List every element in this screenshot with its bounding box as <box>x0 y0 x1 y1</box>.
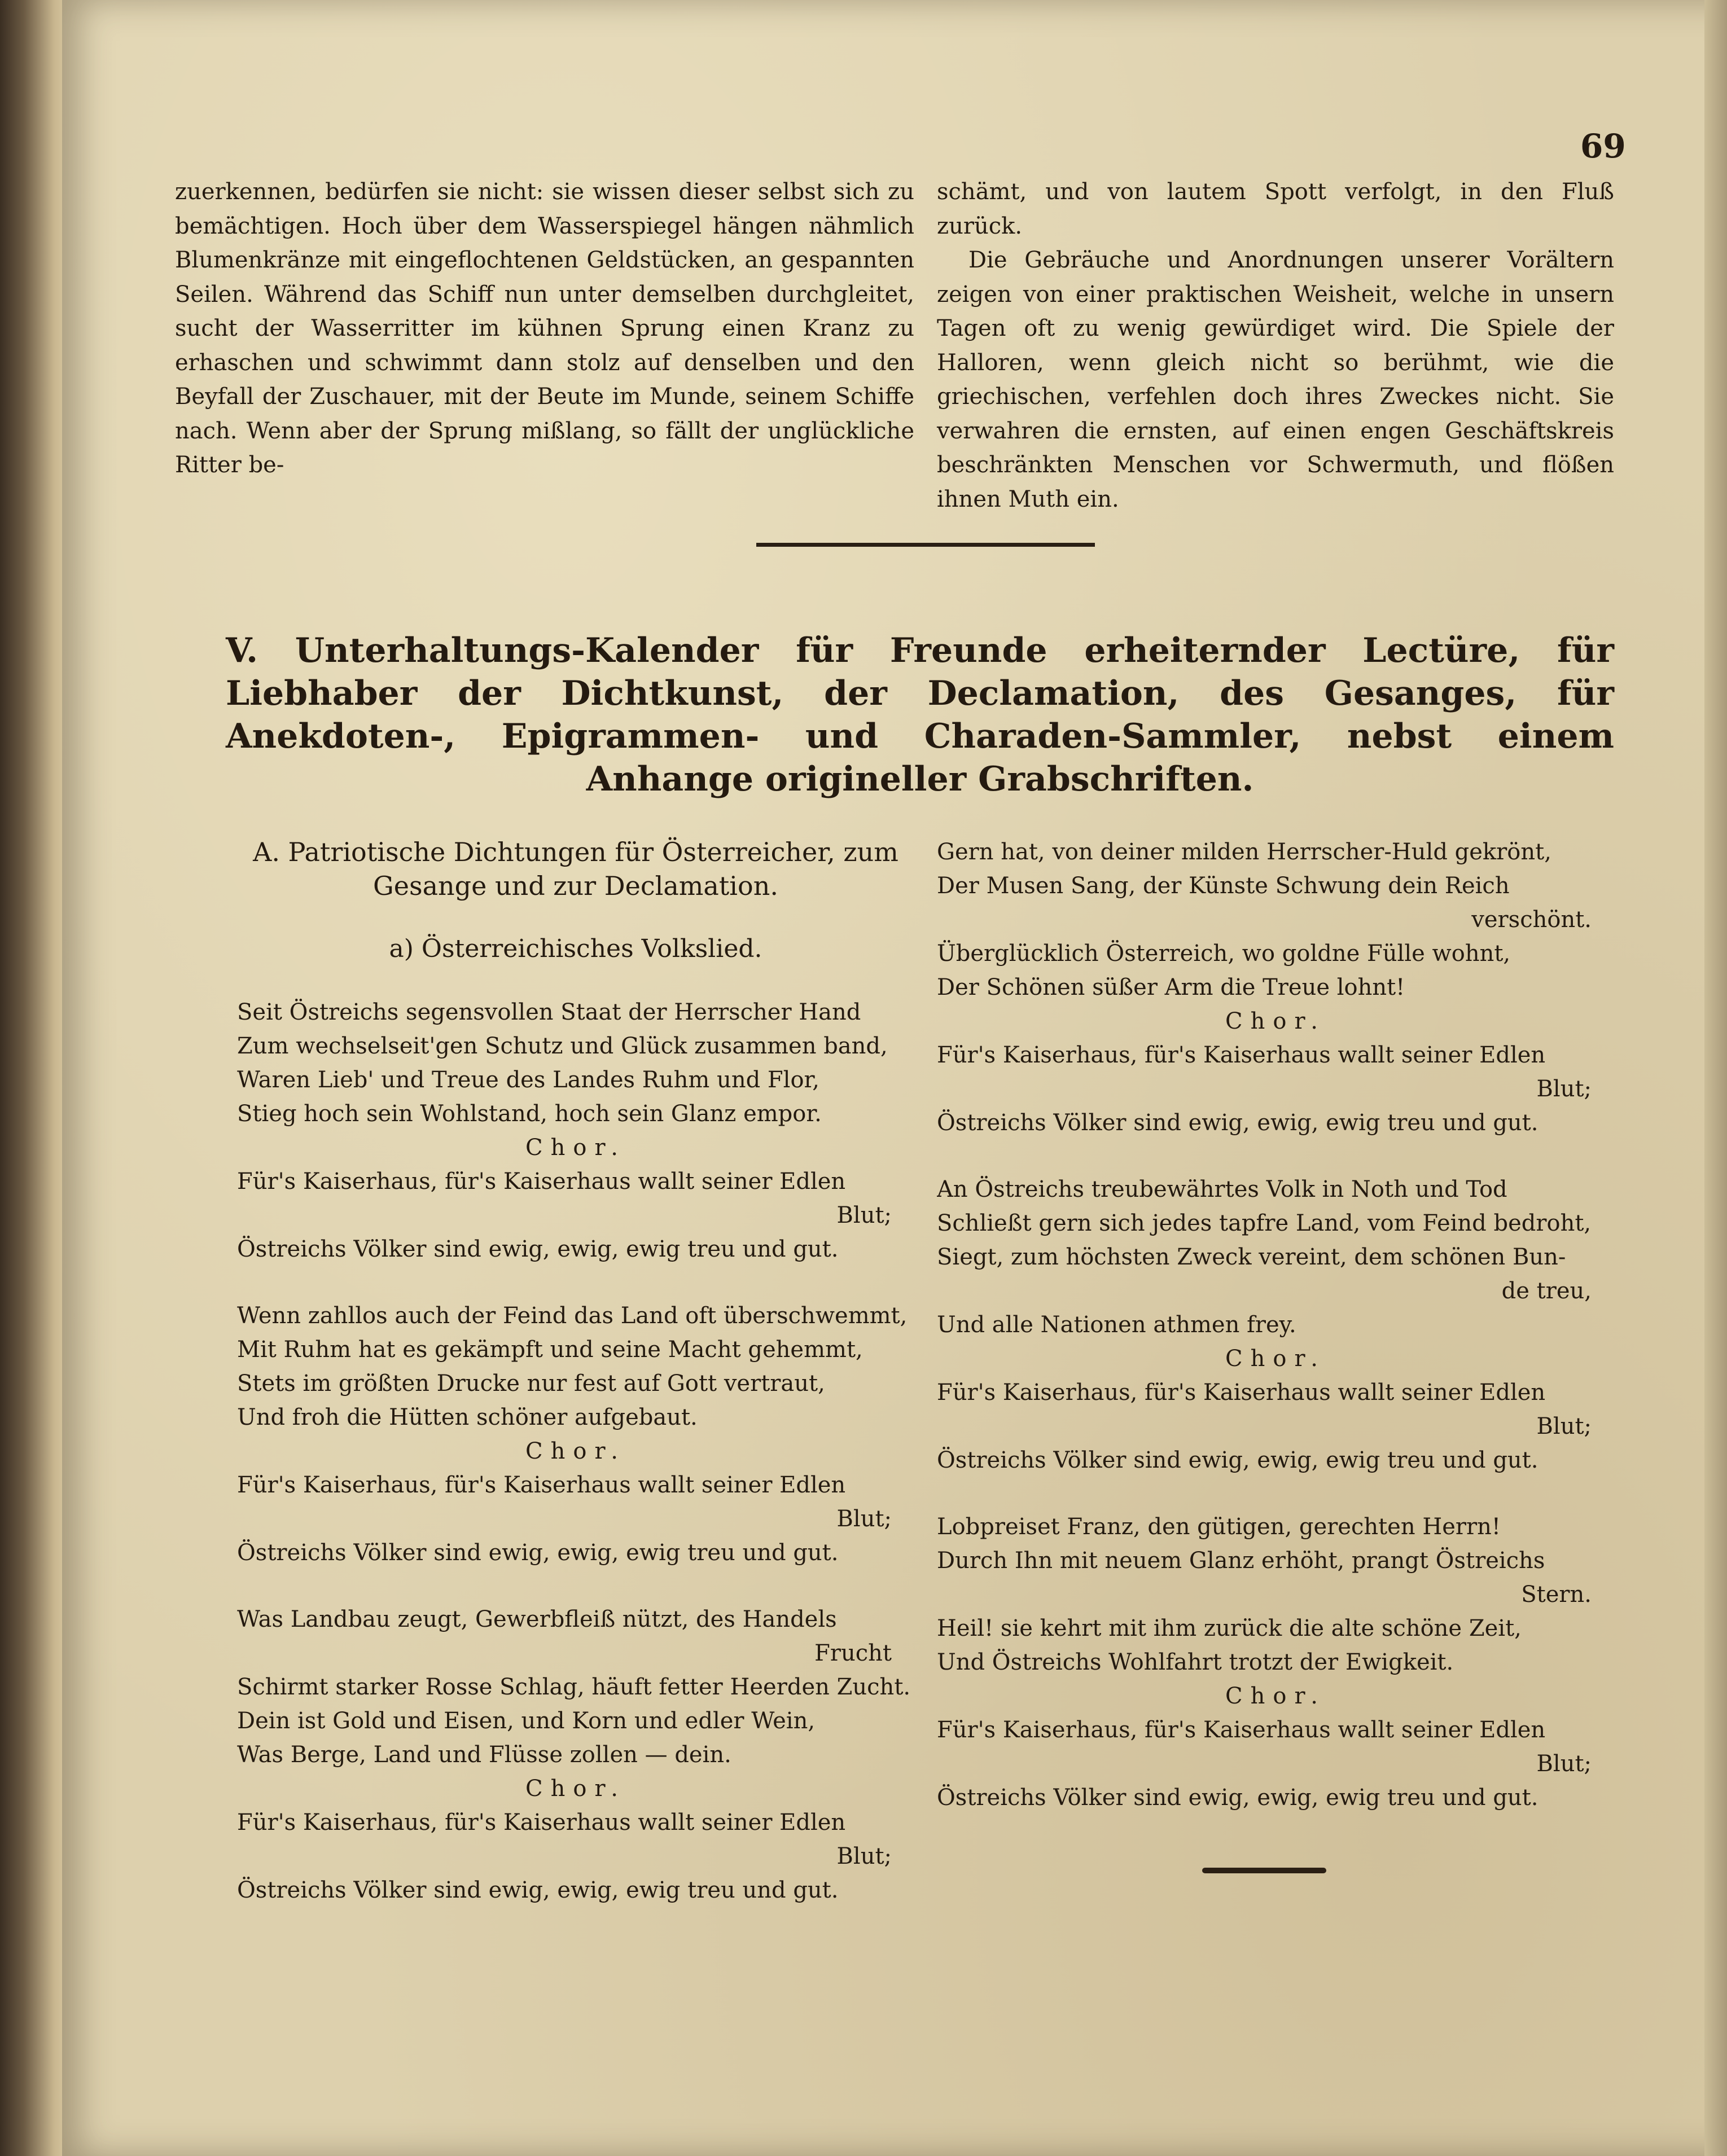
verse-line: Gern hat, von deiner milden Herrscher-Huld gekrönt, <box>937 839 1551 865</box>
sub-heading: A. Patriotische Dichtungen für Österreicher, zum Gesange und zur Declamation. <box>253 837 898 901</box>
chorus-line: Östreichs Völker sind ewig, ewig, ewig treu und gut. <box>237 1236 839 1262</box>
book-spine <box>0 0 68 2156</box>
chorus-line: Östreichs Völker sind ewig, ewig, ewig treu und gut. <box>937 1447 1538 1473</box>
top-prose-right-column <box>937 175 1614 516</box>
verse-line: Schirmt starker Rosse Schlag, häuft fetter Heerden Zucht. <box>237 1674 911 1700</box>
verse-line: Stieg hoch sein Wohlstand, hoch sein Glanz empor. <box>237 1101 822 1127</box>
poem-stanza-6 <box>937 1510 1614 1815</box>
verse-line: Was Berge, Land und Flüsse zollen — dein. <box>237 1742 731 1768</box>
verse-line-tail: Stern. <box>1521 1582 1592 1608</box>
chorus-label: Chor. <box>1225 1008 1326 1034</box>
verse-line: Der Musen Sang, der Künste Schwung dein Reich <box>937 873 1510 899</box>
prose-paragraph: schämt, und von lautem Spott verfolgt, in den Fluß zurück. <box>937 179 1614 239</box>
chorus-line-tail: Blut; <box>1536 1413 1592 1439</box>
verse-line: Siegt, zum höchsten Zweck vereint, dem schönen Bun- <box>937 1244 1566 1270</box>
section-heading: V. Unterhaltungs-Kalender für Freunde erheiternder Lectüre, für Liebhaber der Dichtkunst, der Declamation, des Gesanges, für Anekdoten-, Epigrammen- und Charaden-Sammler, nebst einem Anhange origineller Grabschriften. <box>226 631 1614 799</box>
verse-line: Überglücklich Österreich, wo goldne Fülle wohnt, <box>937 941 1511 967</box>
poem-stanza-2 <box>237 1299 914 1570</box>
chorus-label: Chor. <box>525 1776 626 1802</box>
verse-line: Und Östreichs Wohlfahrt trotzt der Ewigkeit. <box>937 1649 1454 1675</box>
chorus-line-tail: Blut; <box>1536 1751 1592 1777</box>
poem-stanza-5 <box>937 1173 1614 1477</box>
verse-line: Und froh die Hütten schöner aufgebaut. <box>237 1404 698 1430</box>
chorus-line: Für's Kaiserhaus, für's Kaiserhaus wallt seiner Edlen <box>237 1472 846 1498</box>
verse-line: Heil! sie kehrt mit ihm zurück die alte schöne Zeit, <box>937 1615 1522 1641</box>
chorus-line: Östreichs Völker sind ewig, ewig, ewig treu und gut. <box>937 1110 1538 1136</box>
chorus-label: Chor. <box>525 1438 626 1464</box>
poem-title: a) Österreichisches Volkslied. <box>389 934 762 963</box>
verse-line: Dein ist Gold und Eisen, und Korn und edler Wein, <box>237 1708 816 1734</box>
verse-line: Mit Ruhm hat es gekämpft und seine Macht gehemmt, <box>237 1337 863 1363</box>
chorus-line: Für's Kaiserhaus, für's Kaiserhaus wallt seiner Edlen <box>937 1717 1546 1743</box>
prose-paragraph: zuerkennen, bedürfen sie nicht: sie wissen dieser selbst sich zu bemächtigen. Hoch über dem Wasserspiegel hängen nähmlich Blumenkränze mit eingeflochtenen Geldstücken, an gespannten Seilen. Während das Schiff nun unter demselben durchgleitet, sucht der Wasserritter im kühnen Sprung einen Kranz zu erhaschen und schwimmt dann stolz auf denselben und den Beyfall der Zuschauer, mit der Beute im Munde, seinem Schiffe nach. Wenn aber der Sprung mißlang, so fällt der unglückliche Ritter be- <box>175 179 914 478</box>
chorus-line: Für's Kaiserhaus, für's Kaiserhaus wallt seiner Edlen <box>237 1169 846 1195</box>
end-ornament-rule <box>1202 1868 1326 1873</box>
verse-line: Wenn zahllos auch der Feind das Land oft überschwemmt, <box>237 1303 908 1329</box>
verse-line: Und alle Nationen athmen frey. <box>937 1312 1296 1338</box>
verse-line-tail: verschönt. <box>1471 907 1592 933</box>
verse-line: Waren Lieb' und Treue des Landes Ruhm und Flor, <box>237 1067 819 1093</box>
verse-line: Durch Ihn mit neuem Glanz erhöht, prangt Östreichs <box>937 1548 1545 1574</box>
chorus-label: Chor. <box>1225 1346 1326 1372</box>
chorus-label: Chor. <box>1225 1683 1326 1709</box>
page-edge <box>1704 0 1727 2156</box>
chorus-line-tail: Blut; <box>836 1506 892 1532</box>
page-number: 69 <box>1580 127 1626 165</box>
verse-line-tail: Frucht <box>814 1640 892 1666</box>
verse-line: Zum wechselseit'gen Schutz und Glück zusammen band, <box>237 1033 888 1059</box>
chorus-label: Chor. <box>525 1135 626 1161</box>
chorus-line: Für's Kaiserhaus, für's Kaiserhaus wallt seiner Edlen <box>937 1380 1546 1406</box>
poem-left-column <box>237 835 914 1940</box>
verse-line: Schließt gern sich jedes tapfre Land, vom Feind bedroht, <box>937 1210 1592 1236</box>
chorus-line: Für's Kaiserhaus, für's Kaiserhaus wallt seiner Edlen <box>937 1042 1546 1068</box>
section-divider-rule <box>756 543 1095 547</box>
poem-stanza-4 <box>937 835 1614 1140</box>
verse-line: Lobpreiset Franz, den gütigen, gerechten Herrn! <box>937 1514 1501 1540</box>
chorus-line: Östreichs Völker sind ewig, ewig, ewig treu und gut. <box>237 1877 839 1903</box>
verse-line: Der Schönen süßer Arm die Treue lohnt! <box>937 974 1405 1000</box>
chorus-line-tail: Blut; <box>836 1843 892 1869</box>
chorus-line: Östreichs Völker sind ewig, ewig, ewig treu und gut. <box>237 1540 839 1566</box>
poem-stanza-3 <box>237 1602 914 1907</box>
poem-stanza-1 <box>237 995 914 1266</box>
prose-paragraph: Die Gebräuche und Anordnungen unserer Vorältern zeigen von einer praktischen Weisheit, welche in unsern Tagen oft zu wenig gewürdiget wird. Die Spiele der Halloren, wenn gleich nicht so berühmt, wie die griechischen, verfehlen doch ihres Zweckes nicht. Sie verwahren die ernsten, auf einen engen Geschäftskreis beschränkten Menschen vor Schwermuth, und flößen ihnen Muth ein. <box>937 247 1614 512</box>
poem-right-column <box>937 835 1614 1847</box>
verse-line: Was Landbau zeugt, Gewerbfleiß nützt, des Handels <box>237 1606 837 1632</box>
top-prose-left-column <box>175 175 914 482</box>
chorus-line-tail: Blut; <box>1536 1076 1592 1102</box>
chorus-line-tail: Blut; <box>836 1202 892 1228</box>
chorus-line: Östreichs Völker sind ewig, ewig, ewig treu und gut. <box>937 1785 1538 1811</box>
verse-line: Seit Östreichs segensvollen Staat der Herrscher Hand <box>237 999 861 1025</box>
verse-line-tail: de treu, <box>1501 1278 1592 1304</box>
chorus-line: Für's Kaiserhaus, für's Kaiserhaus wallt seiner Edlen <box>237 1810 846 1836</box>
verse-line: An Östreichs treubewährtes Volk in Noth und Tod <box>937 1176 1507 1202</box>
verse-line: Stets im größten Drucke nur fest auf Gott vertraut, <box>237 1371 825 1397</box>
